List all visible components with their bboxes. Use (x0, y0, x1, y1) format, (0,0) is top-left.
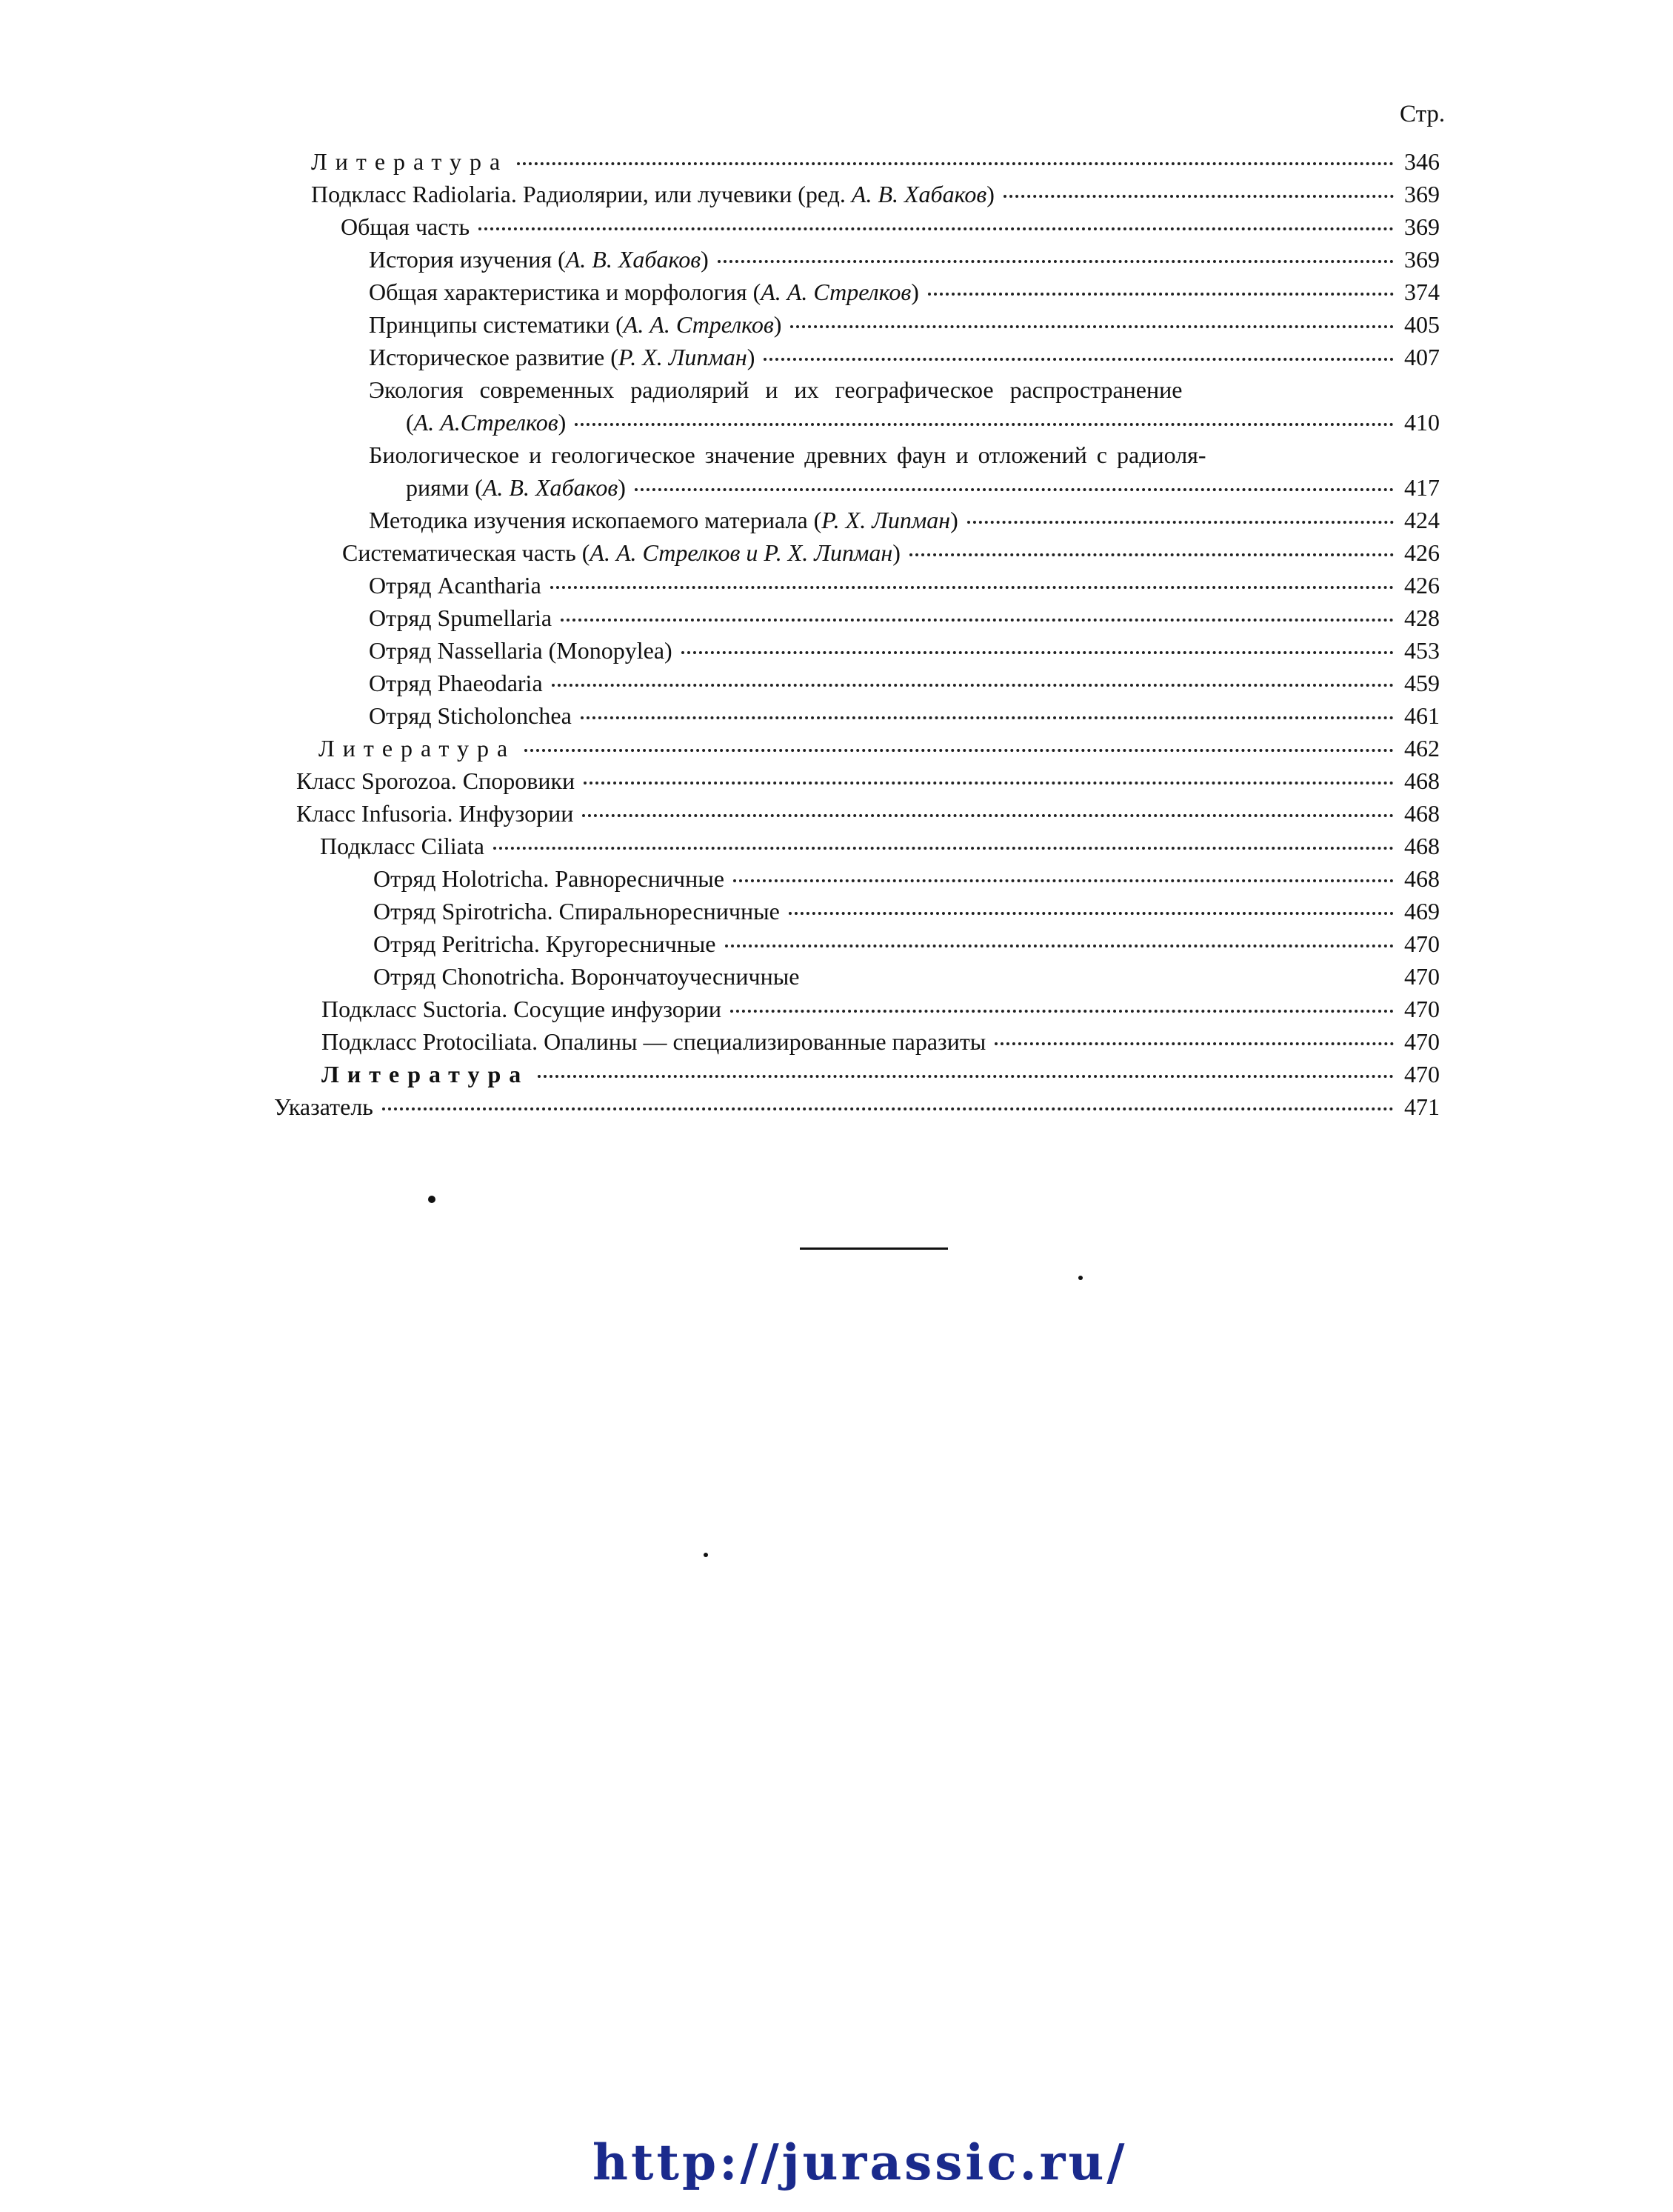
toc-entry[interactable] (296, 799, 1452, 828)
toc-entry-title: Подкласс Protociliata. Опалины — специализированные паразиты (321, 1028, 986, 1055)
toc-entry-title: (А. А.Стрелков) (406, 409, 567, 436)
toc-entry-title: Класс Sporozoa. Споровики (296, 767, 575, 794)
toc-entry-title: Отряд Sticholonchea (369, 702, 572, 729)
toc-entry-title: Отряд Phaeodaria (369, 670, 543, 696)
toc-entry-title: История изучения (А. В. Хабаков) (369, 246, 709, 273)
toc-entry-page: 468 (1404, 833, 1440, 859)
toc-entry-page: 428 (1404, 604, 1440, 631)
toc-entry[interactable] (373, 864, 1452, 893)
toc-leader (382, 1107, 1394, 1110)
toc-entry[interactable] (321, 1059, 1452, 1089)
toc-entry-title: Подкласс Radiolaria. Радиолярии, или лучевики (ред. А. В. Хабаков) (311, 181, 995, 207)
toc-entry[interactable] (369, 277, 1452, 307)
toc-entry[interactable] (369, 375, 1452, 404)
toc-entry-title: Отряд Holotricha. Равноресничные (373, 865, 724, 892)
toc-entry[interactable] (321, 1027, 1452, 1056)
toc-entry-page: 453 (1404, 637, 1440, 664)
toc-entry-page: 410 (1404, 409, 1440, 436)
toc-entry[interactable] (342, 538, 1452, 567)
toc-leader (561, 619, 1394, 622)
toc-leader (967, 521, 1394, 524)
toc-entry-page: 369 (1404, 213, 1440, 240)
toc-entry-title: Отряд Chonotricha. Ворончатоучесничные (373, 963, 800, 990)
toc-entry-title: Общая часть (341, 213, 470, 240)
toc-entry-title: Отряд Peritricha. Кругоресничные (373, 930, 716, 957)
toc-entry-title: Отряд Spumellaria (369, 604, 552, 631)
toc-entry-page: 369 (1404, 246, 1440, 273)
toc-leader (517, 162, 1394, 165)
toc-entry-page: 470 (1404, 996, 1440, 1022)
toc-entry-title: Методика изучения ископаемого материала (Р. Х. Липман) (369, 507, 958, 533)
toc-entry-page: 346 (1404, 148, 1440, 175)
toc-entry-title: Литература (318, 735, 516, 762)
toc-entry-page: 417 (1404, 474, 1440, 501)
footer-url[interactable]: http://jurassic.ru/ (592, 2133, 1128, 2191)
toc-leader (538, 1075, 1394, 1078)
toc-entry-title: Экология современных радиолярий и их географическое распространение (369, 376, 1183, 403)
print-speck (428, 1196, 435, 1203)
toc-entry[interactable] (369, 440, 1452, 470)
toc-leader (995, 1042, 1394, 1045)
toc-entry[interactable] (296, 766, 1452, 796)
toc-entry-page: 426 (1404, 539, 1440, 566)
toc-entry-title: Отряд Spirotricha. Спиральноресничные (373, 898, 780, 925)
toc-entry[interactable] (369, 603, 1452, 633)
toc-entry-title: Указатель (274, 1093, 373, 1120)
toc-entry-page: 470 (1404, 1061, 1440, 1087)
toc-entry-page: 405 (1404, 311, 1440, 338)
toc-entry-title: риями (А. В. Хабаков) (406, 474, 626, 501)
toc-entry[interactable] (369, 701, 1452, 730)
toc-entry-page: 462 (1404, 735, 1440, 762)
toc-entry-page: 468 (1404, 800, 1440, 827)
toc-entry[interactable] (369, 310, 1452, 339)
toc-leader (725, 945, 1395, 947)
toc-leader (790, 325, 1394, 328)
toc-leader (582, 814, 1394, 817)
toc-leader (789, 912, 1394, 915)
toc-entry[interactable] (369, 570, 1452, 600)
toc-entry-page: 468 (1404, 767, 1440, 794)
toc-entry[interactable] (274, 1092, 1452, 1122)
toc-entry-title: Историческое развитие (Р. Х. Липман) (369, 344, 755, 370)
toc-entry[interactable] (320, 831, 1452, 861)
toc-leader (552, 684, 1394, 687)
toc-entry-title: Отряд Nassellaria (Monopylea) (369, 637, 672, 664)
print-speck (1078, 1276, 1083, 1280)
toc-entry-page: 459 (1404, 670, 1440, 696)
toc-entry[interactable] (369, 244, 1452, 274)
toc-leader (581, 716, 1394, 719)
toc-entry[interactable] (373, 929, 1452, 959)
toc-entry-page: 461 (1404, 702, 1440, 729)
toc-leader (584, 782, 1394, 784)
toc-leader (575, 423, 1394, 426)
toc-leader (730, 1010, 1394, 1013)
toc-entry[interactable] (373, 962, 1452, 991)
toc-entry-page: 407 (1404, 344, 1440, 370)
toc-leader (681, 651, 1394, 654)
toc-leader (635, 488, 1394, 491)
toc-entry-title: Литература (311, 148, 509, 175)
toc-entry[interactable] (341, 212, 1452, 241)
toc-entry[interactable] (406, 473, 1452, 502)
toc-entry[interactable] (321, 994, 1452, 1024)
toc-entry-page: 469 (1404, 898, 1440, 925)
toc-entry-title: Отряд Acantharia (369, 572, 541, 599)
toc-leader (909, 553, 1394, 556)
toc-entry[interactable] (373, 896, 1452, 926)
toc-entry-title: Биологическое и геологическое значение древних фаун и отложений с радиоля- (369, 442, 1206, 468)
toc-entry-title: Подкласс Suctoria. Сосущие инфузории (321, 996, 722, 1022)
toc-leader (1004, 195, 1394, 198)
toc-entry-page: 468 (1404, 865, 1440, 892)
toc-leader (764, 358, 1394, 361)
toc-leader (478, 227, 1394, 230)
toc-entry-page: 424 (1404, 507, 1440, 533)
toc-entry-title: Систематическая часть (А. А. Стрелков и Р. Х. Липман) (342, 539, 901, 566)
toc-entry[interactable] (311, 147, 1452, 176)
toc-entry-page: 426 (1404, 572, 1440, 599)
toc-leader (550, 586, 1394, 589)
toc-entry[interactable] (406, 407, 1452, 437)
toc-entry[interactable] (318, 733, 1452, 763)
toc-entry-title: Литература (321, 1061, 530, 1087)
toc-entry-title: Принципы систематики (А. А. Стрелков) (369, 311, 782, 338)
toc-entry-page: 470 (1404, 1028, 1440, 1055)
toc-entry[interactable] (311, 179, 1452, 209)
toc-entry[interactable] (369, 668, 1452, 698)
toc-entry[interactable] (369, 636, 1452, 665)
toc-leader (928, 293, 1394, 296)
toc-entry-page: 374 (1404, 279, 1440, 305)
toc-leader (493, 847, 1394, 850)
toc-entry-title: Общая характеристика и морфология (А. А. Стрелков) (369, 279, 919, 305)
toc-entry-page: 471 (1404, 1093, 1440, 1120)
toc-leader (524, 749, 1394, 752)
toc-entry-page: 369 (1404, 181, 1440, 207)
toc-entry-page: 470 (1404, 963, 1440, 990)
print-speck (704, 1553, 708, 1557)
page-label: Стр. (1400, 101, 1446, 127)
toc-entry-title: Подкласс Ciliata (320, 833, 484, 859)
toc-entry[interactable] (369, 342, 1452, 372)
end-rule (800, 1247, 948, 1250)
toc-entry-title: Класс Infusoria. Инфузории (296, 800, 574, 827)
toc-entry[interactable] (369, 505, 1452, 535)
toc-leader (718, 260, 1394, 263)
toc-leader (733, 879, 1394, 882)
toc-entry-page: 470 (1404, 930, 1440, 957)
